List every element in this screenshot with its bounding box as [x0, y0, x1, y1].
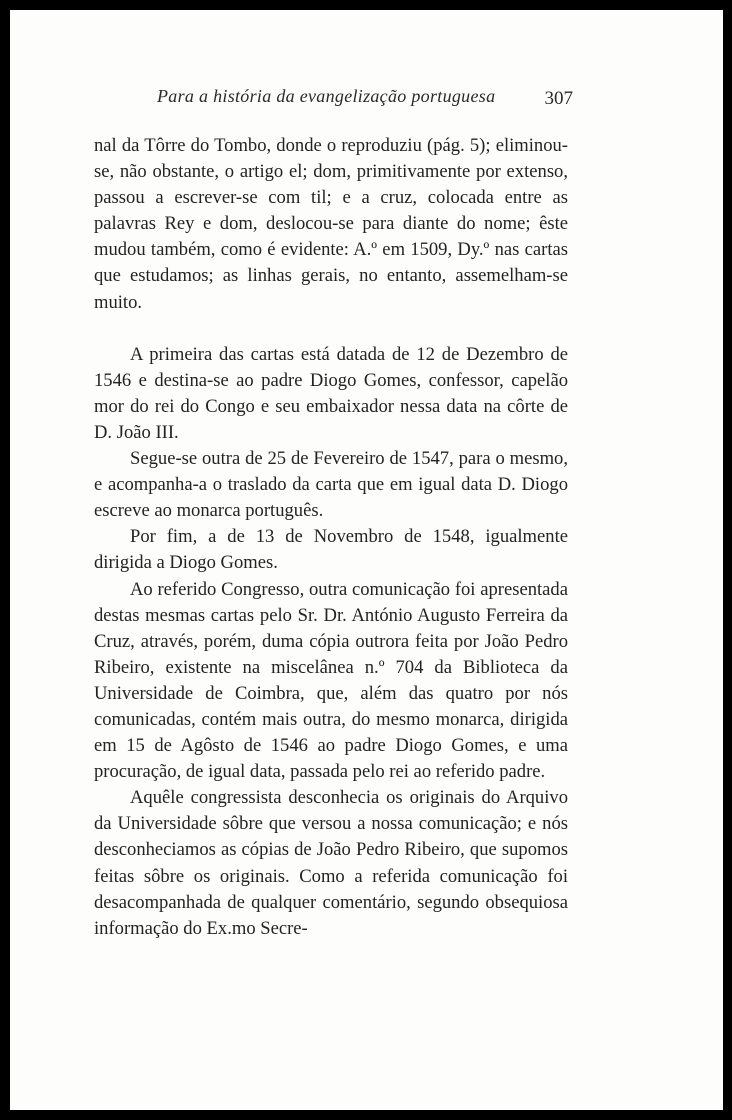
paragraph: Ao referido Congresso, outra comunicação foi apresentada destas mesmas cartas pelo Sr. Dr. António Augusto Ferreira da Cruz, através, porém, duma cópia outrora feita por João Pedro Ribeiro, existente na miscelânea n.º 704 da Biblioteca da Universidade de Coimbra, que, além das quatro por nós comunicadas, contém mais outra, do mesmo monarca, dirigida em 15 de Agôsto de 1546 ao padre Diogo Gomes, e uma procuração, de igual data, passada pelo rei ao referido padre.: [94, 578, 568, 783]
paragraph-continuation: nal da Tôrre do Tombo, donde o reproduziu (pág. 5); eliminou-se, não obstante, o artigo el; dom, primitivamente por extenso, passou a escrever-se com til; e a cruz, colocada entre as palavras Rey e dom, deslocou-se para diante do nome; êste mudou também, como é evidente: A.º em 1509, Dy.º nas cartas que estudamos; as linhas gerais, no entanto, assemelham-se muito.: [94, 135, 568, 313]
paragraph: Segue-se outra de 25 de Fevereiro de 1547, para o mesmo, e acompanha-a o traslado da carta que em igual data D. Diogo escreve ao monarca português.: [94, 448, 568, 522]
paragraph: Por fim, a de 13 de Novembro de 1548, igualmente dirigida a Diogo Gomes.: [94, 526, 568, 574]
paragraph: A primeira das cartas está datada de 12 de Dezembro de 1546 e destina-se ao padre Diogo Gomes, confessor, capelão mor do rei do Congo e seu embaixador nessa data na côrte de D. João III.: [94, 343, 568, 443]
paragraph: Aquêle congressista desconhecia os originais do Arquivo da Universidade sôbre que versou a nossa comunicação; e nós desconheciamos as cópias de João Pedro Ribeiro, que supomos feitas sôbre os originais. Como a referida comunicação foi desacompanhada de qualquer comentário, segundo obsequiosa informação do Ex.mo Secre-: [94, 787, 568, 939]
running-title: Para a história da evangelização portuguesa: [157, 86, 496, 106]
page-header: [157, 86, 573, 116]
book-page: [10, 10, 723, 1110]
page-number: 307: [544, 88, 573, 109]
body-text: [94, 133, 568, 942]
